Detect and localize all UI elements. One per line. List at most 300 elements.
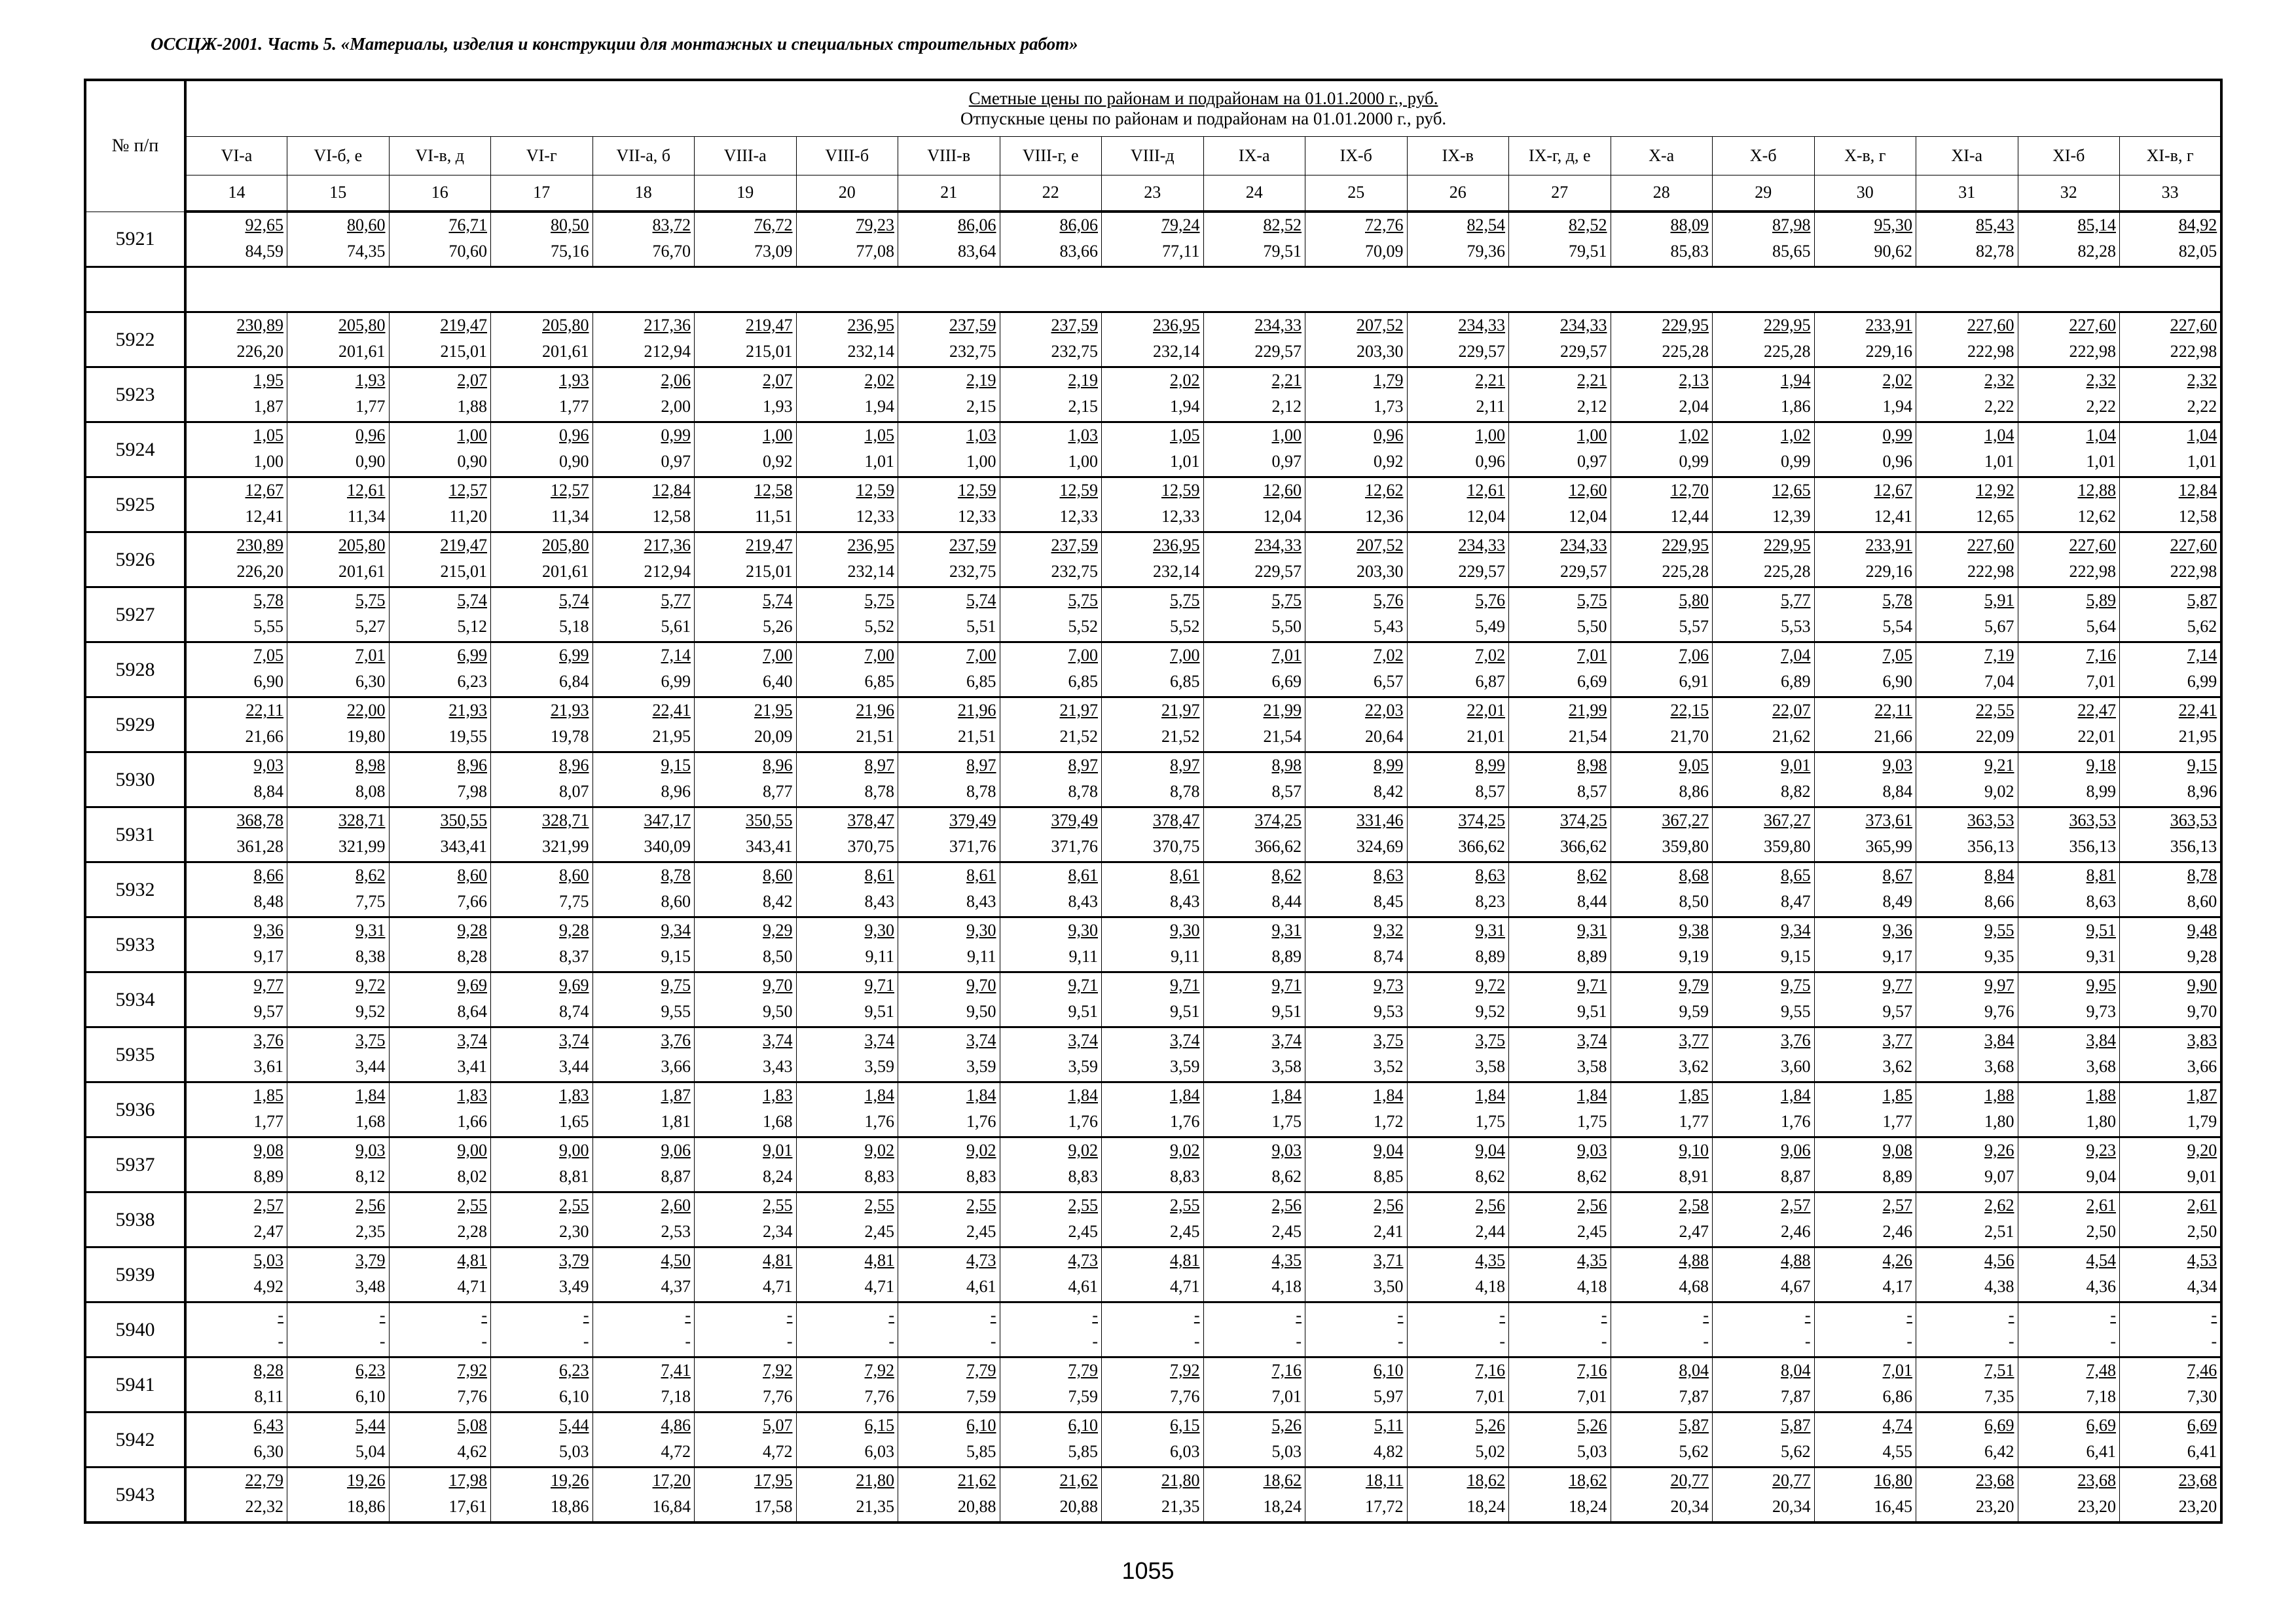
column-number: 19 — [695, 175, 797, 212]
release-price: 21,52 — [1161, 727, 1200, 746]
price-cell — [1203, 1247, 1305, 1302]
estimated-price: 7,00 — [1068, 646, 1098, 665]
estimated-price: 234,33 — [1560, 316, 1607, 335]
release-price: 19,78 — [551, 727, 589, 746]
estimated-price: 87,98 — [1772, 215, 1811, 234]
release-price: 0,99 — [1781, 452, 1811, 471]
estimated-price: 7,00 — [864, 646, 894, 665]
release-price: - — [481, 1332, 487, 1351]
price-cell — [1713, 917, 1815, 972]
release-price: 8,78 — [966, 782, 996, 801]
estimated-price: 6,43 — [253, 1416, 283, 1435]
price-cell — [898, 1357, 1000, 1412]
release-price: 82,78 — [1976, 242, 2014, 261]
release-price: 8,49 — [1882, 892, 1912, 911]
release-price: 1,88 — [457, 397, 487, 416]
estimated-price: 2,58 — [1679, 1196, 1709, 1215]
estimated-price: 2,02 — [1170, 371, 1200, 390]
table-row — [85, 1412, 2221, 1467]
release-price: 6,10 — [559, 1387, 589, 1406]
table-row — [85, 532, 2221, 587]
release-price: 9,55 — [1781, 1002, 1811, 1021]
estimated-price: 12,92 — [1976, 481, 2014, 500]
estimated-price: - — [786, 1306, 793, 1325]
release-price: 366,62 — [1560, 837, 1607, 856]
estimated-price: 5,77 — [661, 591, 691, 610]
price-cell — [592, 1192, 695, 1247]
release-price: 361,28 — [236, 837, 283, 856]
estimated-price: 4,81 — [457, 1251, 487, 1270]
release-price: 7,87 — [1781, 1387, 1811, 1406]
estimated-price: 12,60 — [1569, 481, 1607, 500]
estimated-price: 8,96 — [763, 756, 793, 775]
estimated-price: 17,95 — [754, 1471, 793, 1490]
price-cell — [1000, 1467, 1102, 1523]
release-price: 343,41 — [440, 837, 487, 856]
district-header: VII-а, б — [592, 136, 695, 175]
estimated-price: 9,70 — [966, 976, 996, 995]
estimated-price: 79,24 — [1161, 215, 1200, 234]
price-cell — [1509, 1247, 1611, 1302]
estimated-price: 86,06 — [1059, 215, 1098, 234]
estimated-price: - — [278, 1306, 283, 1325]
price-cell — [796, 752, 898, 807]
release-price: 23,20 — [1976, 1497, 2014, 1516]
price-cell — [491, 587, 593, 642]
district-header: VI-б, е — [287, 136, 390, 175]
estimated-price: 5,74 — [966, 591, 996, 610]
estimated-price: 9,03 — [1271, 1141, 1302, 1160]
price-cell — [2018, 862, 2120, 917]
release-price: 7,87 — [1679, 1387, 1709, 1406]
price-cell — [185, 1247, 287, 1302]
release-price: 20,88 — [958, 1497, 996, 1516]
release-price: 7,76 — [1170, 1387, 1200, 1406]
estimated-price: 21,96 — [958, 701, 996, 720]
release-price: 4,55 — [1882, 1442, 1912, 1461]
release-price: 16,45 — [1874, 1497, 1912, 1516]
estimated-price: 3,74 — [1271, 1031, 1302, 1050]
estimated-price: 22,01 — [1467, 701, 1505, 720]
release-price: 9,76 — [1984, 1002, 2014, 1021]
price-cell — [1611, 422, 1713, 477]
price-cell — [796, 532, 898, 587]
estimated-price: 7,16 — [1271, 1361, 1302, 1380]
price-cell — [1000, 212, 1102, 267]
estimated-price: 1,04 — [2086, 426, 2116, 445]
price-cell — [491, 1137, 593, 1192]
estimated-price: 5,75 — [864, 591, 894, 610]
estimated-price: 2,32 — [2086, 371, 2116, 390]
estimated-price: 9,30 — [1170, 921, 1200, 940]
price-cell — [1814, 1192, 1916, 1247]
estimated-price: 2,21 — [1271, 371, 1302, 390]
release-price: 5,67 — [1984, 617, 2014, 636]
release-price: 2,45 — [1271, 1222, 1302, 1241]
release-price: 222,98 — [1967, 342, 2014, 361]
price-cell — [389, 532, 491, 587]
price-cell — [898, 917, 1000, 972]
table-body — [85, 212, 2221, 1522]
estimated-price: - — [1194, 1306, 1200, 1325]
price-cell — [491, 1467, 593, 1523]
release-price: 2,35 — [355, 1222, 386, 1241]
release-price: 5,52 — [1068, 617, 1098, 636]
estimated-price: 7,79 — [966, 1361, 996, 1380]
release-price: 4,17 — [1882, 1277, 1912, 1296]
price-cell — [592, 1467, 695, 1523]
release-price: 8,85 — [1374, 1167, 1404, 1186]
release-price: - — [278, 1332, 283, 1351]
release-price: 8,83 — [864, 1167, 894, 1186]
release-price: 0,90 — [355, 452, 386, 471]
estimated-price: 1,87 — [661, 1086, 691, 1105]
price-cell — [898, 807, 1000, 862]
estimated-price: 9,03 — [355, 1141, 386, 1160]
release-price: 18,24 — [1569, 1497, 1607, 1516]
release-price: 5,49 — [1475, 617, 1505, 636]
price-cell — [1203, 1082, 1305, 1137]
estimated-price: 17,98 — [448, 1471, 487, 1490]
release-price: 0,96 — [1882, 452, 1912, 471]
release-price: 5,50 — [1577, 617, 1607, 636]
release-price: 21,52 — [1059, 727, 1098, 746]
release-price: 9,51 — [1271, 1002, 1302, 1021]
price-cell — [491, 1247, 593, 1302]
price-cell — [1916, 1302, 2018, 1357]
estimated-price: 20,77 — [1772, 1471, 1811, 1490]
release-price: 8,89 — [1475, 947, 1505, 966]
estimated-price: 1,88 — [1984, 1086, 2014, 1105]
release-price: 7,01 — [2086, 672, 2116, 691]
release-price: 9,55 — [661, 1002, 691, 1021]
price-cell — [1916, 1137, 2018, 1192]
estimated-price: 9,73 — [1374, 976, 1404, 995]
release-price: - — [685, 1332, 691, 1351]
release-price: 79,51 — [1263, 242, 1302, 261]
price-cell — [1305, 1247, 1408, 1302]
estimated-price: 207,52 — [1357, 536, 1404, 555]
release-price: 359,80 — [1764, 837, 1811, 856]
column-number: 21 — [898, 175, 1000, 212]
estimated-price: 9,02 — [864, 1141, 894, 1160]
release-price: 8,50 — [763, 947, 793, 966]
estimated-price: 8,60 — [457, 866, 487, 885]
estimated-price: 21,99 — [1263, 701, 1302, 720]
release-price: 17,72 — [1365, 1497, 1404, 1516]
estimated-price: 21,93 — [448, 701, 487, 720]
price-cell — [389, 1082, 491, 1137]
release-price: 8,82 — [1781, 782, 1811, 801]
price-cell — [2018, 1137, 2120, 1192]
release-price: 22,09 — [1976, 727, 2014, 746]
release-price: 6,41 — [2187, 1442, 2217, 1461]
district-header-row — [85, 136, 2221, 175]
estimated-price: - — [481, 1306, 487, 1325]
release-price: 9,53 — [1374, 1002, 1404, 1021]
price-cell — [287, 1412, 390, 1467]
price-cell — [695, 1137, 797, 1192]
price-cell — [185, 972, 287, 1027]
price-cell — [592, 752, 695, 807]
estimated-price: 9,97 — [1984, 976, 2014, 995]
release-price: 76,70 — [652, 242, 691, 261]
estimated-price: 6,15 — [864, 1416, 894, 1435]
release-price: - — [1092, 1332, 1098, 1351]
release-price: 12,62 — [2077, 507, 2116, 526]
column-number: 33 — [2120, 175, 2222, 212]
estimated-price: 19,26 — [551, 1471, 589, 1490]
release-price: 82,05 — [2178, 242, 2217, 261]
estimated-price: 9,95 — [2086, 976, 2116, 995]
release-price: 8,74 — [559, 1002, 589, 1021]
price-cell — [1611, 642, 1713, 697]
estimated-price: 9,10 — [1679, 1141, 1709, 1160]
price-cell — [2120, 752, 2222, 807]
price-cell — [796, 917, 898, 972]
release-price: 12,58 — [2178, 507, 2217, 526]
price-cell — [1203, 212, 1305, 267]
price-cell — [287, 1247, 390, 1302]
price-cell — [898, 1247, 1000, 1302]
estimated-price: 1,84 — [1170, 1086, 1200, 1105]
release-price: 5,57 — [1679, 617, 1709, 636]
estimated-price: 2,61 — [2086, 1196, 2116, 1215]
estimated-price: 12,57 — [551, 481, 589, 500]
price-cell — [185, 1082, 287, 1137]
price-cell — [185, 1467, 287, 1523]
release-price: 8,42 — [1374, 782, 1404, 801]
release-price: 201,61 — [542, 342, 589, 361]
price-cell — [1102, 422, 1204, 477]
estimated-price: 12,59 — [958, 481, 996, 500]
estimated-price: 85,14 — [2077, 215, 2116, 234]
estimated-price: 2,55 — [966, 1196, 996, 1215]
estimated-price: 8,98 — [1577, 756, 1607, 775]
price-cell — [1916, 972, 2018, 1027]
price-cell — [1611, 917, 1713, 972]
estimated-price: 1,84 — [1068, 1086, 1098, 1105]
price-cell — [2018, 422, 2120, 477]
price-cell — [1611, 1027, 1713, 1082]
estimated-price: 7,16 — [1475, 1361, 1505, 1380]
estimated-price: 7,01 — [1882, 1361, 1912, 1380]
price-cell — [1611, 532, 1713, 587]
table-row — [85, 697, 2221, 752]
release-price: 1,68 — [763, 1112, 793, 1131]
estimated-price: 9,38 — [1679, 921, 1709, 940]
estimated-price: 1,84 — [1374, 1086, 1404, 1105]
release-price: 215,01 — [440, 342, 487, 361]
price-cell — [1916, 1412, 2018, 1467]
price-group-header — [185, 80, 2221, 136]
estimated-price: 21,96 — [856, 701, 894, 720]
release-price: 9,73 — [2086, 1002, 2116, 1021]
price-cell — [1000, 1247, 1102, 1302]
price-cell — [2120, 1302, 2222, 1357]
estimated-price: 7,92 — [864, 1361, 894, 1380]
column-number: 26 — [1407, 175, 1509, 212]
estimated-price: 79,23 — [856, 215, 894, 234]
release-price: 8,11 — [254, 1387, 283, 1406]
estimated-price: 2,57 — [253, 1196, 283, 1215]
price-cell — [1203, 1357, 1305, 1412]
price-cell — [1102, 1137, 1204, 1192]
estimated-price: 350,55 — [746, 811, 793, 830]
release-price: 9,17 — [1882, 947, 1912, 966]
release-price: 3,43 — [763, 1057, 793, 1076]
release-price: 2,46 — [1882, 1222, 1912, 1241]
price-cell — [1916, 1467, 2018, 1523]
estimated-price: 4,35 — [1271, 1251, 1302, 1270]
price-cell — [491, 862, 593, 917]
price-cell — [796, 477, 898, 532]
column-number: 14 — [185, 175, 287, 212]
price-table-container — [84, 79, 2223, 1524]
price-cell — [1713, 532, 1815, 587]
estimated-price: 9,18 — [2086, 756, 2116, 775]
price-cell — [287, 1302, 390, 1357]
release-price: 4,34 — [2187, 1277, 2217, 1296]
estimated-price: 7,02 — [1475, 646, 1505, 665]
price-cell — [2120, 312, 2222, 367]
release-price: 3,68 — [1984, 1057, 2014, 1076]
release-price: 6,90 — [1882, 672, 1912, 691]
release-price: 6,85 — [1068, 672, 1098, 691]
release-price: 2,12 — [1577, 397, 1607, 416]
price-cell — [1000, 1412, 1102, 1467]
price-cell — [2120, 972, 2222, 1027]
price-cell — [1916, 422, 2018, 477]
estimated-price: 1,87 — [2187, 1086, 2217, 1105]
release-price: 232,14 — [1153, 562, 1200, 581]
district-header: X-в, г — [1814, 136, 1916, 175]
price-cell — [1203, 752, 1305, 807]
release-price: 2,30 — [559, 1222, 589, 1241]
price-cell — [592, 477, 695, 532]
price-cell — [185, 477, 287, 532]
price-cell — [389, 752, 491, 807]
estimated-price: 9,71 — [864, 976, 894, 995]
price-cell — [592, 1027, 695, 1082]
table-row — [85, 212, 2221, 267]
release-price: 6,69 — [1271, 672, 1302, 691]
estimated-price: 8,96 — [559, 756, 589, 775]
price-cell — [1916, 1247, 2018, 1302]
price-cell — [1916, 1192, 2018, 1247]
release-price: 1,01 — [864, 452, 894, 471]
price-cell — [1916, 1082, 2018, 1137]
release-price: 1,01 — [1170, 452, 1200, 471]
estimated-price: 2,19 — [1068, 371, 1098, 390]
estimated-price: 9,08 — [253, 1141, 283, 1160]
release-price: 212,94 — [644, 562, 691, 581]
release-price: 8,66 — [1984, 892, 2014, 911]
estimated-price: 21,97 — [1059, 701, 1098, 720]
price-cell — [1713, 1412, 1815, 1467]
release-price: 20,64 — [1365, 727, 1404, 746]
price-cell — [1916, 807, 2018, 862]
price-cell — [1814, 642, 1916, 697]
price-cell — [1305, 917, 1408, 972]
release-price: 7,18 — [661, 1387, 691, 1406]
release-price: - — [1601, 1332, 1607, 1351]
estimated-price: 22,41 — [2178, 701, 2217, 720]
release-price: 8,78 — [1068, 782, 1098, 801]
price-cell — [1509, 1412, 1611, 1467]
estimated-price: 9,03 — [253, 756, 283, 775]
estimated-price: 9,06 — [1781, 1141, 1811, 1160]
row-id: 5931 — [85, 807, 185, 862]
price-cell — [1203, 422, 1305, 477]
price-cell — [185, 212, 287, 267]
price-cell — [1713, 807, 1815, 862]
estimated-price: 331,46 — [1357, 811, 1404, 830]
estimated-price: - — [1906, 1306, 1912, 1325]
price-cell — [491, 1357, 593, 1412]
price-cell — [1203, 1302, 1305, 1357]
release-price: 370,75 — [847, 837, 894, 856]
estimated-price: 9,02 — [1068, 1141, 1098, 1160]
price-cell — [1305, 587, 1408, 642]
price-cell — [695, 972, 797, 1027]
price-cell — [1102, 1247, 1204, 1302]
estimated-price: 8,99 — [1475, 756, 1505, 775]
release-price: 6,57 — [1374, 672, 1404, 691]
release-price: 5,03 — [1577, 1442, 1607, 1461]
estimated-price: 8,65 — [1781, 866, 1811, 885]
release-price: 9,17 — [253, 947, 283, 966]
estimated-price: 88,09 — [1670, 215, 1709, 234]
estimated-price: 1,93 — [355, 371, 386, 390]
release-price: 9,19 — [1679, 947, 1709, 966]
estimated-price: 8,61 — [864, 866, 894, 885]
price-cell — [695, 422, 797, 477]
price-cell — [1305, 1027, 1408, 1082]
release-price: - — [2008, 1332, 2014, 1351]
price-cell — [1102, 972, 1204, 1027]
estimated-price: 9,04 — [1374, 1141, 1404, 1160]
price-cell — [796, 587, 898, 642]
release-price: 229,57 — [1458, 342, 1505, 361]
price-cell — [898, 212, 1000, 267]
estimated-price: 82,54 — [1467, 215, 1505, 234]
release-price: 12,33 — [856, 507, 894, 526]
price-cell — [1407, 212, 1509, 267]
price-cell — [592, 1302, 695, 1357]
price-cell — [1102, 1302, 1204, 1357]
release-price: 5,27 — [355, 617, 386, 636]
release-price: 5,54 — [1882, 617, 1912, 636]
release-price: 8,28 — [457, 947, 487, 966]
estimated-price: 5,76 — [1475, 591, 1505, 610]
district-header: VIII-а — [695, 136, 797, 175]
estimated-price: 7,46 — [2187, 1361, 2217, 1380]
price-cell — [1407, 917, 1509, 972]
estimated-price: 83,72 — [652, 215, 691, 234]
estimated-price: 76,71 — [448, 215, 487, 234]
estimated-price: 5,75 — [1170, 591, 1200, 610]
release-price: 8,60 — [2187, 892, 2217, 911]
price-cell — [2120, 642, 2222, 697]
release-price: 5,18 — [559, 617, 589, 636]
estimated-price: 7,92 — [1170, 1361, 1200, 1380]
price-cell — [389, 1027, 491, 1082]
estimated-price: 9,20 — [2187, 1141, 2217, 1160]
estimated-price: 6,23 — [355, 1361, 386, 1380]
release-price: 84,59 — [245, 242, 283, 261]
price-cell — [1000, 972, 1102, 1027]
